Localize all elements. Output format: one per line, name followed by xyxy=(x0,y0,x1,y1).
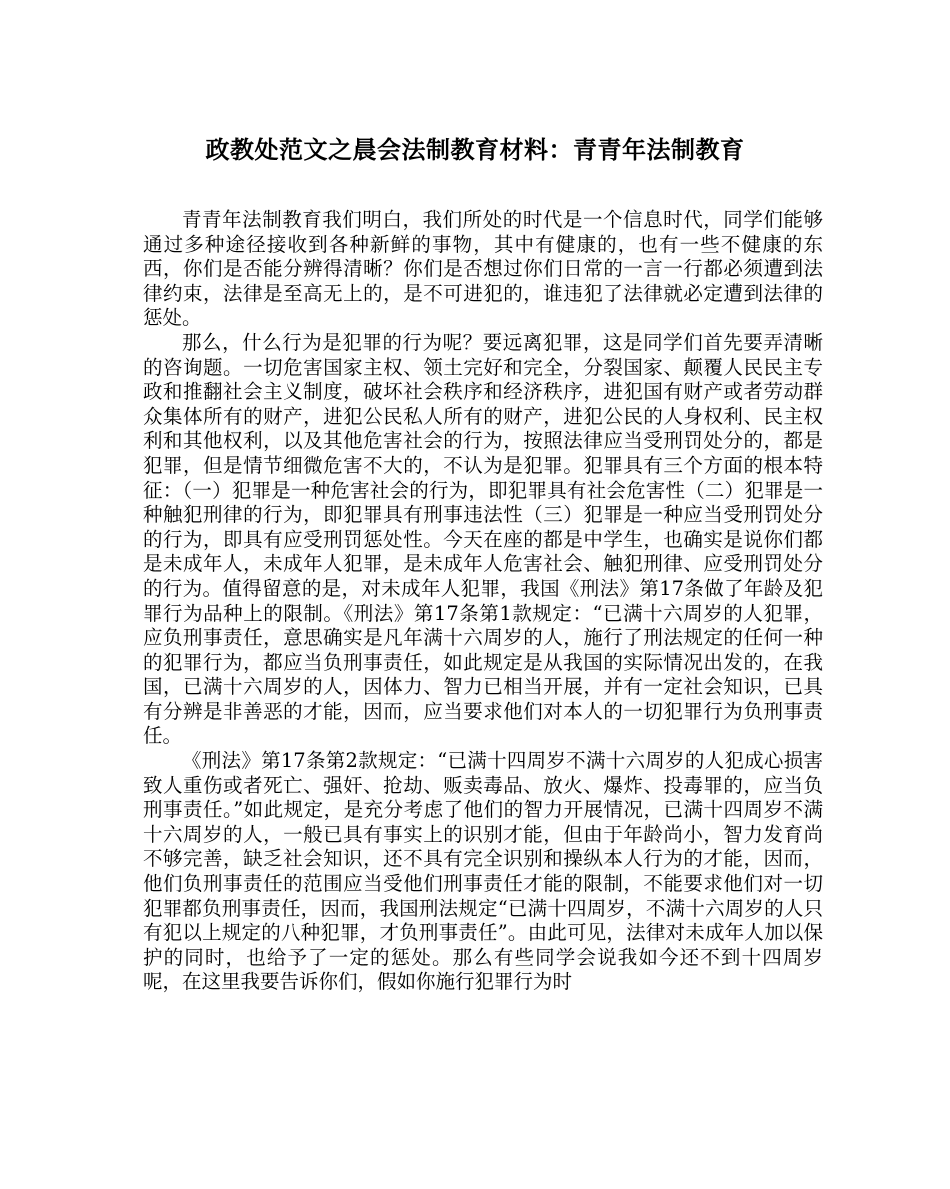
paragraph: 那么，什么行为是犯罪的行为呢？要远离犯罪，这是同学们首先要弄清晰的咨询题。一切危害国家主权、领土完好和完全，分裂国家、颠覆人民民主专政和推翻社会主义制度，破坏社会秩序和经济秩序，进犯国有财产或者劳动群众集体所有的财产，进犯公民私人所有的财产，进犯公民的人身权利、民主权利和其他权利，以及其他危害社会的行为，按照法律应当受刑罚处分的，都是犯罪，但是情节细微危害不大的，不认为是犯罪。犯罪具有三个方面的根本特征：（一）犯罪是一种危害社会的行为，即犯罪具有社会危害性（二）犯罪是一种触犯刑律的行为，即犯罪具有刑事违法性（三）犯罪是一种应当受刑罚处分的行为，即具有应受刑罚惩处性。今天在座的都是中学生，也确实是说你们都是未成年人，未成年人犯罪，是未成年人危害社会、触犯刑律、应受刑罚处分的行为。值得留意的是，对未成年人犯罪，我国《刑法》第17条做了年龄及犯罪行为品种上的限制。《刑法》第17条第1款规定：“已满十六周岁的人犯罪，应负刑事责任，意思确实是凡年满十六周岁的人，施行了刑法规定的任何一种的犯罪行为，都应当负刑事责任，如此规定是从我国的实际情况出发的，在我国，已满十六周岁的人，因体力、智力已相当开展，并有一定社会知识，已具有分辨是非善恶的才能，因而，应当要求他们对本人的一切犯罪行为负刑事责任。 xyxy=(143,330,823,748)
paragraph: 《刑法》第17条第2款规定：“已满十四周岁不满十六周岁的人犯成心损害致人重伤或者死亡、强奸、抢劫、贩卖毒品、放火、爆炸、投毒罪的，应当负刑事责任。”如此规定，是充分考虑了他们的智力开展情况，已满十四周岁不满十六周岁的人，一般已具有事实上的识别才能，但由于年龄尚小，智力发育尚不够完善，缺乏社会知识，还不具有完全识别和操纵本人行为的才能，因而，他们负刑事责任的范围应当受他们刑事责任才能的限制，不能要求他们对一切犯罪都负刑事责任，因而，我国刑法规定“已满十四周岁，不满十六周岁的人只有犯以上规定的八种犯罪，才负刑事责任”。由此可见，法律对未成年人加以保护的同时，也给予了一定的惩处。那么有些同学会说我如今还不到十四周岁呢，在这里我要告诉你们，假如你施行犯罪行为时 xyxy=(143,749,823,994)
paragraph: 青青年法制教育我们明白，我们所处的时代是一个信息时代，同学们能够通过多种途径接收到各种新鲜的事物，其中有健康的，也有一些不健康的东西，你们是否能分辨得清晰？你们是否想过你们日常的一言一行都必须遭到法律约束，法律是至高无上的，是不可进犯的，谁违犯了法律就必定遭到法律的惩处。 xyxy=(143,208,823,330)
document-body xyxy=(143,208,823,995)
document-title: 政教处范文之晨会法制教育材料：青青年法制教育 xyxy=(205,135,745,164)
